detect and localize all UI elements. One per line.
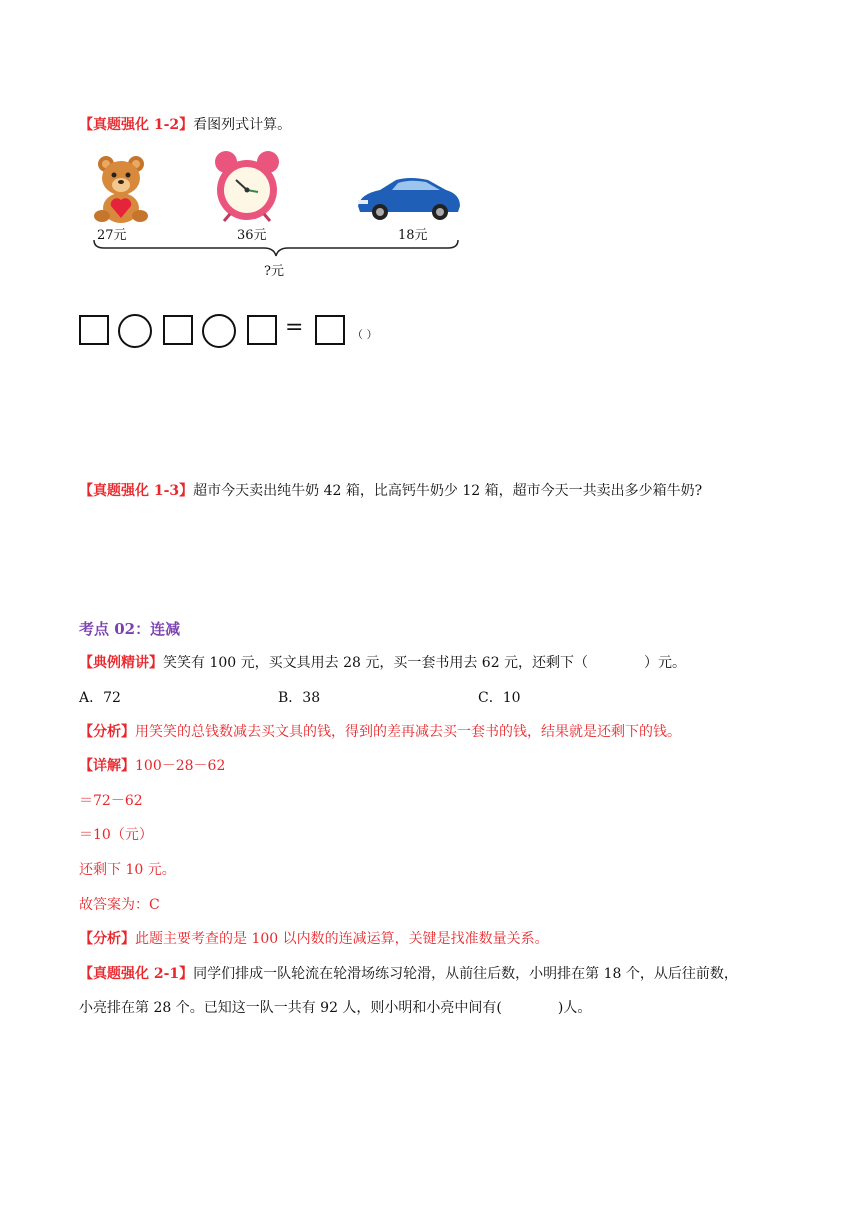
question-1-2 (79, 114, 291, 134)
detail-answer: 故答案为：C (79, 897, 160, 913)
example-label: 【典例精讲】 (79, 655, 163, 671)
analysis-2 (79, 928, 549, 948)
operator-circle-2[interactable] (202, 314, 236, 348)
question-label: 【真题强化 1-2】 (79, 117, 194, 133)
car-price: 18元 (398, 228, 428, 243)
price-figure (86, 150, 466, 285)
detail-line-2: ＝72－62 (79, 793, 143, 809)
answer-box-1[interactable] (79, 315, 109, 345)
question-2-1 (79, 963, 738, 983)
option-b: B．38 (278, 690, 321, 706)
analysis-1 (79, 721, 681, 741)
unit-paren: （ ） (352, 328, 378, 341)
total-price: ?元 (264, 264, 284, 279)
analysis-text: 此题主要考查的是 100 以内数的连减运算，关键是找准数量关系。 (135, 931, 549, 947)
bear-price: 27元 (97, 228, 127, 243)
question-text-line-2: 小亮排在第 28 个。已知这一队一共有 92 人，则小明和小亮中间有( )人。 (79, 1000, 592, 1016)
detail-text: 100－28－62 (135, 758, 226, 774)
analysis-text: 用笑笑的总钱数减去买文具的钱，得到的差再减去买一套书的钱，结果就是还剩下的钱。 (135, 724, 681, 740)
detail-label: 【详解】 (79, 758, 135, 774)
operator-circle-1[interactable] (118, 314, 152, 348)
equals-sign: = (285, 315, 304, 340)
detail-line-1 (79, 755, 225, 775)
car-icon (354, 172, 464, 222)
question-text-line-1: 同学们排成一队轮流在轮滑场练习轮滑，从前往后数，小明排在第 18 个，从后往前数， (193, 966, 738, 982)
clock-price: 36元 (237, 228, 267, 243)
detail-line-4: 还剩下 10 元。 (79, 862, 176, 878)
option-c: C．10 (478, 690, 521, 706)
result-box[interactable] (315, 315, 345, 345)
answer-box-3[interactable] (247, 315, 277, 345)
teddy-bear-icon (92, 154, 150, 224)
question-text: 超市今天卖出纯牛奶 42 箱，比高钙牛奶少 12 箱，超市今天一共卖出多少箱牛奶? (193, 483, 703, 499)
question-1-3 (79, 480, 702, 500)
answer-box-2[interactable] (163, 315, 193, 345)
detail-line-3: ＝10（元） (79, 827, 153, 843)
analysis-label: 【分析】 (79, 724, 135, 740)
question-label: 【真题强化 1-3】 (79, 483, 194, 499)
section-title: 考点 02：连减 (79, 620, 181, 638)
brace-line (92, 238, 460, 258)
example-text: 笑笑有 100 元，买文具用去 28 元，买一套书用去 62 元，还剩下（ ）元。 (163, 655, 687, 671)
analysis-label: 【分析】 (79, 931, 135, 947)
example-question (79, 652, 686, 672)
question-label: 【真题强化 2-1】 (79, 966, 194, 982)
alarm-clock-icon (212, 150, 282, 222)
option-a: A．72 (79, 690, 121, 706)
question-text: 看图列式计算。 (193, 117, 292, 133)
